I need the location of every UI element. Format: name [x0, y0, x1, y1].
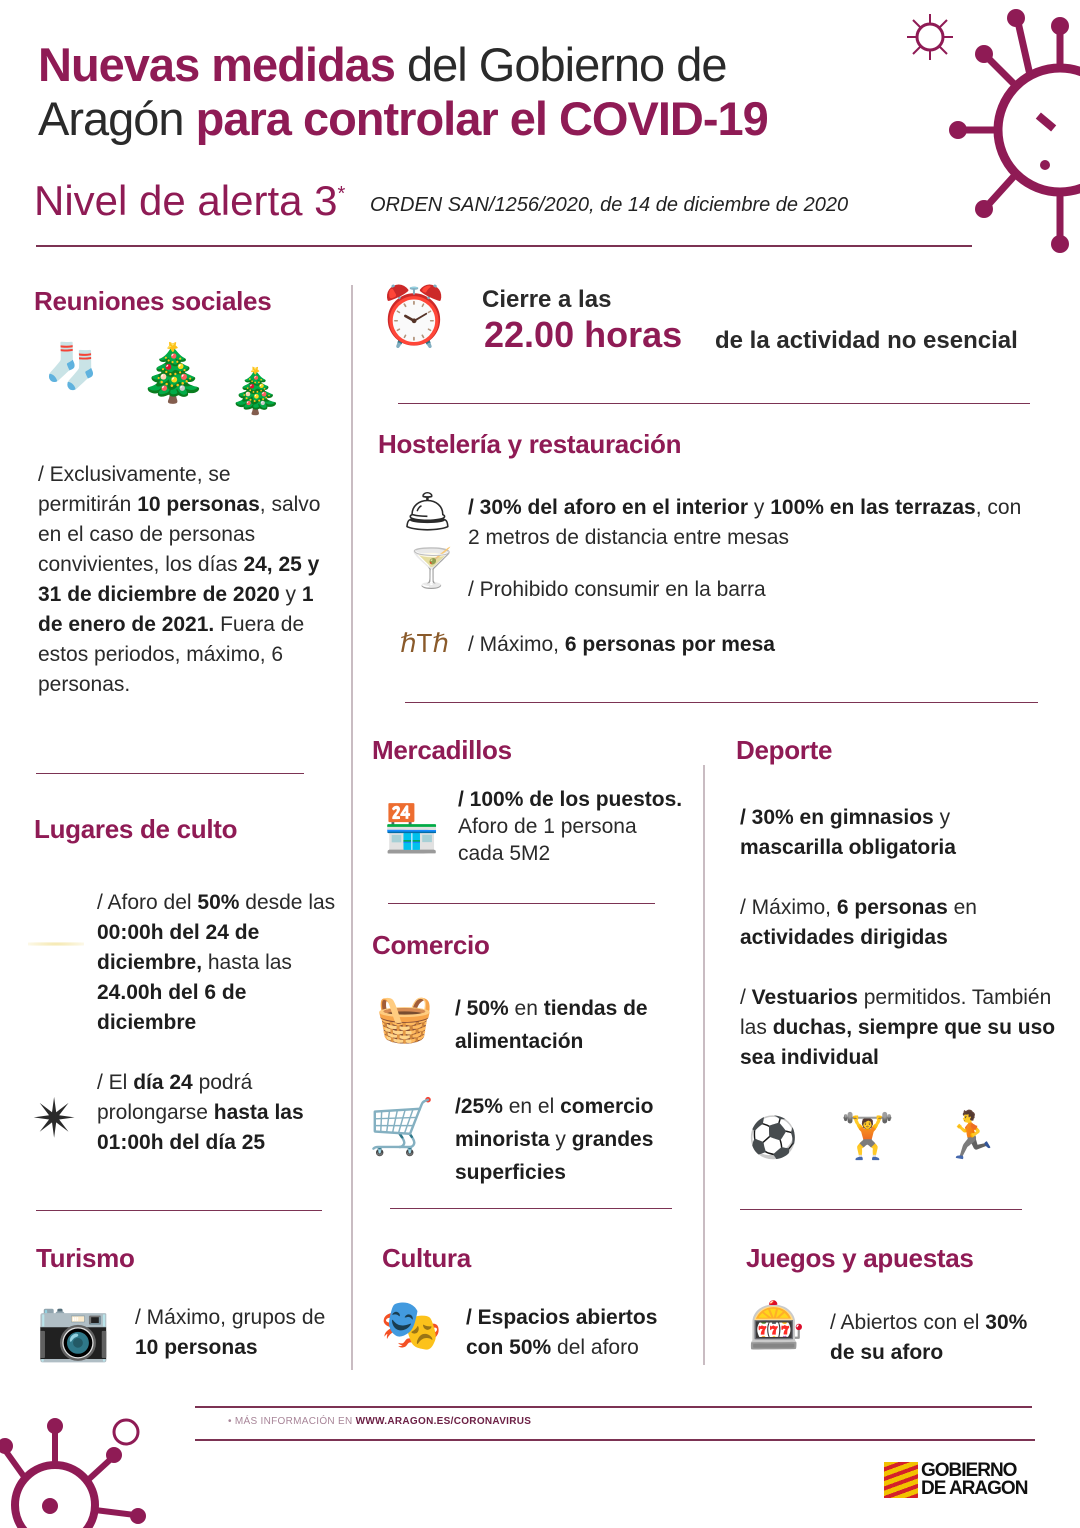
cultura-text: / Espacios abiertos con 50% del aforo	[466, 1306, 658, 1359]
section-title-mercadillos: Mercadillos	[372, 735, 512, 765]
soccer-ball-icon: ⚽	[748, 1116, 798, 1160]
header-divider	[36, 245, 972, 247]
title-regular-1: del Gobierno de	[394, 38, 727, 91]
cierre-rest: de la actividad no esencial	[715, 327, 1018, 354]
cierre-label: Cierre a las	[482, 286, 612, 313]
section-title-juegos: Juegos y apuestas	[746, 1243, 974, 1273]
section-title-cultura: Cultura	[382, 1243, 471, 1273]
deporte-item-3: / Vestuarios permitidos. También las duchas, siempre que su uso sea individual	[740, 986, 1056, 1069]
poker-chips-icon: 🎰	[748, 1299, 806, 1351]
christmas-tree-icon: 🎄	[138, 341, 208, 404]
logo-line-1: GOBIERNO	[921, 1460, 1017, 1481]
weightlifter-icon: 🏋	[840, 1112, 895, 1161]
culto-item-2: / El día 24 podrá prolongarse hasta las 01:00h del día 25	[97, 1071, 304, 1154]
section-title-hosteleria: Hostelería y restauración	[378, 429, 682, 459]
divider	[740, 1209, 1022, 1210]
comercio-item-2: /25% en el comercio minorista y grandes superficies	[455, 1095, 654, 1184]
footer-divider-top	[195, 1406, 1032, 1408]
column-divider-2	[703, 765, 705, 1365]
more-info-link[interactable]: WWW.ARAGON.ES/CORONAVIRUS	[355, 1416, 532, 1427]
section-title-reuniones: Reuniones sociales	[34, 286, 272, 316]
divider	[398, 403, 1030, 404]
divider	[36, 1210, 322, 1211]
logo-line-2: DE ARAGON	[921, 1478, 1028, 1499]
shopping-cart-icon: 🛒	[368, 1097, 436, 1157]
hosteleria-item-1: / 30% del aforo en el interior y 100% en las terrazas, con 2 metros de distancia entre mesas	[468, 496, 1022, 549]
stocking-icon: 🧦	[44, 342, 99, 391]
basket-icon: 🧺	[376, 992, 434, 1044]
hosteleria-item-2: / Prohibido consumir en la barra	[468, 578, 766, 601]
sparkle-icon	[28, 942, 84, 946]
virus-decoration-icon	[940, 0, 1080, 270]
theater-masks-icon: 🎭	[380, 1297, 443, 1353]
runner-icon: 🏃	[942, 1109, 1000, 1161]
section-title-deporte: Deporte	[736, 735, 833, 765]
divider	[405, 702, 1038, 703]
column-divider-1	[351, 285, 353, 1370]
hosteleria-item-3: / Máximo, 6 personas por mesa	[468, 633, 775, 656]
comercio-item-1: / 50% en tiendas de alimentación	[455, 997, 648, 1053]
deporte-item-2: / Máximo, 6 personas en actividades dirigidas	[740, 896, 977, 949]
divider	[390, 1208, 672, 1209]
alert-level-text: Nivel de alerta 3	[34, 177, 338, 224]
cierre-time: 22.00 horas	[484, 314, 683, 355]
table-icon: ℏTℏ	[400, 628, 449, 658]
camera-icon: 📷	[36, 1296, 111, 1363]
section-title-turismo: Turismo	[36, 1243, 135, 1273]
alert-asterisk: *	[337, 183, 346, 205]
alert-level	[34, 170, 345, 225]
page-title	[38, 38, 918, 146]
virus-decoration-bottom-icon	[0, 1410, 150, 1528]
alarm-clock-icon: ⏰	[378, 284, 451, 349]
section-title-comercio: Comercio	[372, 930, 490, 960]
cloche-icon: 🛎	[402, 490, 453, 534]
aragon-flag-icon	[884, 1462, 918, 1498]
gobierno-aragon-logo	[884, 1462, 1027, 1498]
mercadillos-text: / 100% de los puestos. Aforo de 1 persona cada 5M2	[458, 788, 683, 865]
turismo-text: / Máximo, grupos de 10 personas	[135, 1306, 326, 1359]
order-reference: ORDEN SAN/1256/2020, de 14 de diciembre de 2020	[370, 194, 849, 216]
star-icon: ✴	[32, 1089, 78, 1149]
reuniones-text: / Exclusivamente, se permitirán 10 personas, salvo en el caso de personas convivientes, los días 24, 25 y 31 de diciembre de 2020 y 1 de enero de 2021. Fuera de estos periodos, máximo, 6 personas.	[38, 463, 321, 696]
title-bold-2: para controlar el COVID-19	[195, 92, 768, 145]
footer-divider-bottom	[195, 1439, 1035, 1441]
ornament-icon: 🎄	[228, 367, 283, 416]
juegos-text: / Abiertos con el 30% de su aforo	[830, 1311, 1028, 1364]
divider	[36, 773, 304, 774]
divider	[388, 903, 655, 904]
culto-item-1: / Aforo del 50% desde las 00:00h del 24 de diciembre, hasta las 24.00h del 6 de diciembre	[97, 891, 336, 1034]
more-info: • MÁS INFORMACIÓN EN WWW.ARAGON.ES/CORONAVIRUS	[228, 1416, 532, 1427]
cocktail-icon: 🍸	[408, 548, 456, 590]
more-info-label: MÁS INFORMACIÓN EN	[234, 1416, 356, 1427]
market-stall-icon: 🏪	[383, 802, 441, 854]
title-regular-2: Aragón	[38, 92, 196, 145]
section-title-culto: Lugares de culto	[34, 814, 238, 844]
deporte-item-1: / 30% en gimnasios y mascarilla obligatoria	[740, 806, 956, 859]
title-bold-1: Nuevas medidas	[38, 38, 395, 91]
